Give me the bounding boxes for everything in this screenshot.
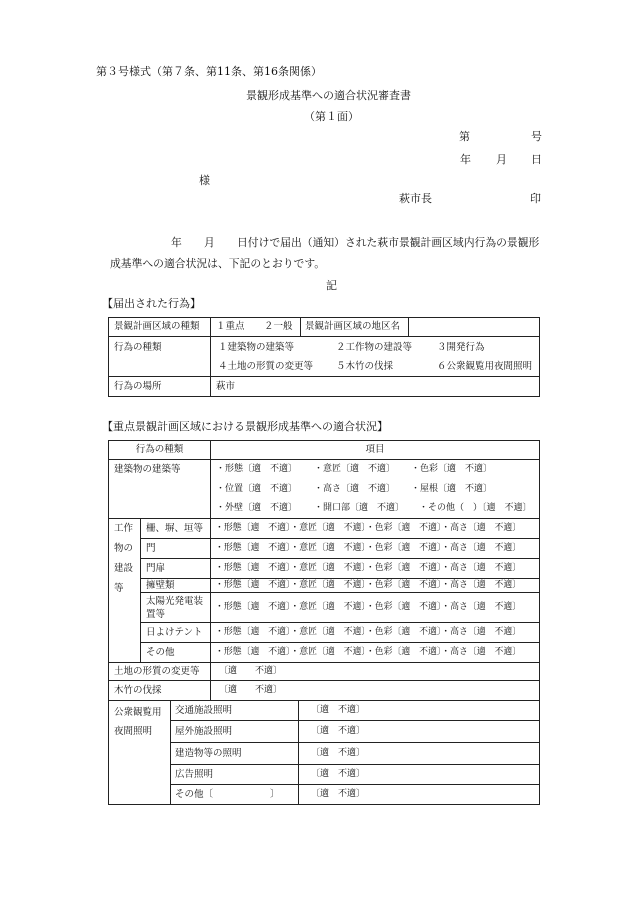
form-number: 第３号様式（第７条、第11条、第16条関係） [96,65,322,78]
notified-act-heading: 【届出された行為】 [102,297,201,310]
location-value: 萩市 [216,381,236,392]
criterion-item: ・位置〔適 不適〕 [216,484,298,494]
structure-row-items-cell [211,593,540,623]
structure-row-items-cell [211,559,540,579]
lighting-row-label: その他〔 〕 [175,789,280,800]
document-title: 景観形成基準への適合状況審査書 [246,89,411,102]
location-label: 行為の場所 [114,381,162,392]
lighting-row-value-cell [299,721,540,743]
header-items: 項目 [365,444,385,455]
structure-row-items: ・形態〔適 不適〕・意匠〔適 不適〕・色彩〔適 不適〕・高さ〔適 不適〕 [215,523,522,533]
structure-row-items-cell [211,539,540,559]
land-value: 〔適 不適〕 [219,666,283,676]
act-type-options-cell [211,337,540,377]
timber-label: 木竹の伐採 [114,685,162,696]
header-act-type-cell [109,441,211,460]
structure-row-label: 置等 [146,609,166,620]
lighting-row-label-cell [171,765,299,785]
criterion-item: ・開口部〔適 不適〕 [314,503,405,513]
lighting-row-label: 交通施設照明 [175,705,233,716]
area-type-label: 景観計画区域の種類 [114,321,200,332]
lighting-row-value-cell [299,765,540,785]
lighting-row-label-cell [171,701,299,721]
structure-row-label: 柵、塀、垣等 [146,523,204,534]
document-number-suffix: 号 [531,130,542,143]
structure-group-label: 物の [114,543,134,554]
lighting-row-value: 〔適 不適〕 [311,769,366,779]
land-value-cell [211,663,540,681]
lighting-row-label-cell [171,743,299,765]
intro-line1-text: 日付けで届出（通知）された萩市景観計画区域内行為の景観形 [237,236,540,249]
structure-row-items-cell [211,623,540,643]
conformity-heading: 【重点景観計画区域における景観形成基準への適合状況】 [102,420,388,433]
lighting-row-value: 〔適 不適〕 [311,789,366,799]
area-type-label-cell [109,318,211,337]
header-act-type: 行為の種類 [135,444,184,455]
lighting-row-value-cell [299,785,540,805]
structure-row-items: ・形態〔適 不適〕・意匠〔適 不適〕・色彩〔適 不適〕・高さ〔適 不適〕 [215,580,522,590]
area-type-option-general: ２一般 [264,321,293,332]
header-items-cell [211,441,540,460]
lighting-row-label: 屋外施設照明 [175,726,233,737]
act-type-option: ３開発行為 [437,342,485,353]
structure-row-items: ・形態〔適 不適〕・意匠〔適 不適〕・色彩〔適 不適〕・高さ〔適 不適〕 [215,563,522,573]
district-name-label-cell [301,318,409,337]
document-number-prefix: 第 [459,130,470,143]
area-type-options-cell [211,318,301,337]
date-month: 月 [496,153,507,166]
structure-group-label: 建設 [114,563,134,574]
act-type-option: ５木竹の伐採 [336,361,394,372]
structure-row-label-cell [141,593,211,623]
lighting-row-label-cell [171,721,299,743]
intro-month: 月 [204,236,215,249]
criterion-item: ・高さ〔適 不適〕 [314,484,396,494]
act-type-option: ２工作物の建設等 [336,342,413,353]
structure-row-items: ・形態〔適 不適〕・意匠〔適 不適〕・色彩〔適 不適〕・高さ〔適 不適〕 [215,647,522,657]
structure-row-label: 太陽光発電装 [146,596,204,607]
timber-label-cell [109,681,211,701]
building-label: 建築物の建築等 [114,464,181,475]
intro-year: 年 [171,236,182,249]
building-items-cell [211,460,540,519]
lighting-row-value-cell [299,743,540,765]
location-value-cell [211,377,540,397]
structure-row-items-cell [211,519,540,539]
conformity-table [108,440,540,805]
structure-row-items: ・形態〔適 不適〕・意匠〔適 不適〕・色彩〔適 不適〕・高さ〔適 不適〕 [215,627,522,637]
structure-row-label: 門 [146,543,156,554]
structure-row-label-cell [141,559,211,579]
location-label-cell [109,377,211,397]
date-day: 日 [531,153,542,166]
structure-row-label-cell [141,643,211,663]
criterion-item: ・意匠〔適 不適〕 [314,464,396,474]
lighting-row-label: 建造物等の照明 [175,748,242,759]
land-label-cell [109,663,211,681]
structure-row-label: 門扉 [146,563,166,574]
date-year: 年 [460,153,471,166]
structure-row-label-cell [141,519,211,539]
criterion-item: ・形態〔適 不適〕 [216,464,298,474]
structure-row-label: 擁壁類 [146,580,175,591]
lighting-row-label-cell [171,785,299,805]
lighting-row-label: 広告照明 [175,769,214,780]
lighting-row-value: 〔適 不適〕 [311,748,366,758]
intro-line2-text: 成基準への適合状況は、下記のとおりです。 [110,257,326,270]
district-name-label: 景観計画区域の地区名 [305,321,401,332]
act-type-label-cell [109,337,211,377]
structure-row-label: 日よけテント [146,627,203,638]
structure-row-items: ・形態〔適 不適〕・意匠〔適 不適〕・色彩〔適 不適〕・高さ〔適 不適〕 [215,602,522,612]
timber-value-cell [211,681,540,701]
area-type-option-priority: １重点 [216,321,245,332]
lighting-group-label: 公衆観覧用 [114,707,162,718]
issuer-name: 萩市長 [399,192,432,205]
criterion-item: ・外壁〔適 不適〕 [216,503,298,513]
building-label-cell [109,460,211,519]
structure-group-label: 工作 [114,523,134,534]
structure-group-label: 等 [114,583,124,594]
ki-mark: 記 [326,279,337,292]
lighting-group-label-cell [109,701,171,805]
land-label: 土地の形質の変更等 [114,666,200,677]
notified-act-table [108,317,540,397]
act-type-option: ６公衆観覧用夜間照明 [437,361,533,372]
criterion-item: ・色彩〔適 不適〕 [411,464,493,474]
structure-row-label-cell [141,623,211,643]
lighting-row-value: 〔適 不適〕 [311,726,366,736]
act-type-option: １建築物の建築等 [218,342,295,353]
structure-row-items-cell [211,579,540,593]
page-label: （第１面） [304,110,359,123]
act-type-label: 行為の種類 [114,342,162,353]
addressee-suffix: 様 [199,174,210,187]
structure-row-label-cell [141,579,211,593]
lighting-group-label: 夜間照明 [114,726,153,737]
district-name-value-cell [409,318,540,337]
structure-row-label-cell [141,539,211,559]
structure-row-items-cell [211,643,540,663]
criterion-item: ・その他（ ）〔適 不適〕 [419,503,532,513]
structure-row-items: ・形態〔適 不適〕・意匠〔適 不適〕・色彩〔適 不適〕・高さ〔適 不適〕 [215,543,522,553]
seal-mark: 印 [530,192,541,205]
timber-value: 〔適 不適〕 [219,685,283,695]
act-type-option: ４土地の形質の変更等 [218,361,314,372]
lighting-row-value-cell [299,701,540,721]
structure-group-label-cell [109,519,141,663]
structure-row-label: その他 [146,647,175,658]
lighting-row-value: 〔適 不適〕 [311,705,366,715]
criterion-item: ・屋根〔適 不適〕 [411,484,493,494]
